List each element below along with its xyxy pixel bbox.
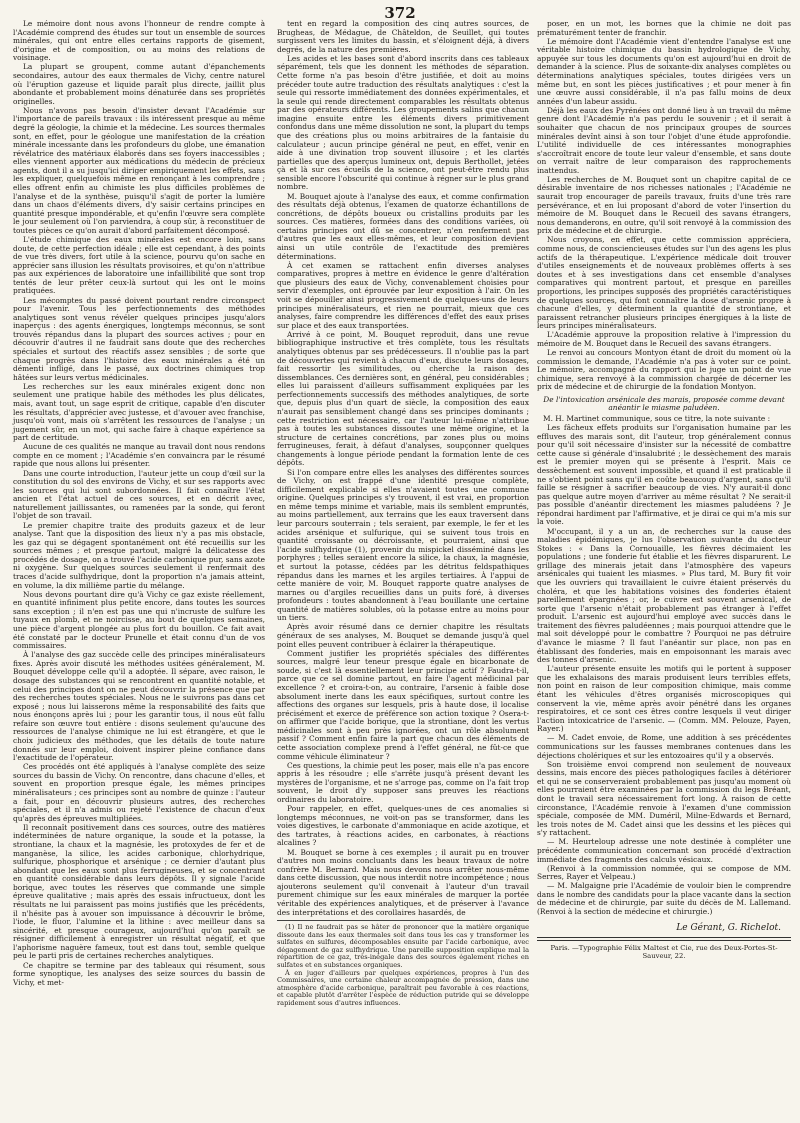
page-number: 372 — [384, 4, 416, 22]
paragraph: Aucune de ces qualités ne manque au travail dont nous rendons compte en ce moment ; l'Académie s'en convaincra par le résumé rapide que nous allons lui présenter. — [13, 442, 265, 469]
footnotes — [277, 924, 529, 1007]
paragraph: Les fâcheux effets produits sur l'organisation humaine par les effluves des marais sont, dit l'auteur, trop généralement connus pour qu'il soit nécessaire d'insister sur la nécessité de combattre cette cause si générale d'insalubrité ; le dessèchement des marais est le premier moyen qui se présente à l'esprit. Mais ce dessèchement est souvent impossible, et quand il est praticable il ne s'obtient point sans qu'il en coûte beaucoup d'argent, sans qu'il faille se résigner à sacrifier beaucoup de vies. N'y aurait-il donc pas quelque autre moyen d'arriver au même résultat ? Ne serait-il pas possible d'anéantir directement les miasmes paludéens ? Je répondrai hardiment par l'affirmative, et je dirai ce qui m'a mis sur la voie. — [537, 423, 791, 527]
paragraph: Nous devons pourtant dire qu'à Vichy ce gaz existe réellement, en quantité infiniment plus petite encore, dans toutes les sources sans exception ; il n'en est pas une qui n'incruste de sulfure les tuyaux en plomb, et ne noircisse, au bout de quelques semaines, une pièce d'argent plongée au plus fort du bouillon. Ce fait avait été constaté par le docteur Prunelle et était connu d'un de vos commissaires. — [13, 589, 265, 651]
paragraph: M. Bouquet ajoute à l'analyse des eaux, et comme confirmation des résultats déjà obtenus, l'examen de quatorze échantillons de concrétions, de dépôts boueux ou cristallins produits par les sources. Ces matières, formées dans des conditions variées, où certains principes ont dû se concentrer, n'en renferment pas d'autres que les eaux elles-mêmes, et leur composition devient ainsi un utile contrôle de l'exactitude des premières déterminations. — [277, 191, 529, 261]
paragraph: Ces questions, la chimie peut les poser, mais elle n'a pas encore appris à les résoudre ; elle s'arrête jusqu'à présent devant les mystères de l'organisme, et ne s'arroge pas, comme on l'a fait trop souvent, le droit d'y supposer sans preuves les réactions ordinaires du laboratoire. — [277, 760, 529, 805]
section-author-line: M. H. Martinet communique, sous ce titre, la note suivante : — [543, 414, 771, 424]
footnote-divider — [277, 920, 529, 921]
paragraph: Nous n'avons pas besoin d'insister devant l'Académie sur l'importance de pareils travaux : ils intéressent presque au même degré la géologie, la chimie et la médecine. Les sources thermales sont, en effet, pour le géologue une manifestation de la création minérale incessante dans les profondeurs du globe, une émanation révélatrice des matériaux élaborés dans ses foyers inaccessibles ; elles viennent apporter aux médications du médecin de précieux agents, dont il a su jusqu'ici diriger empiriquement les effets, sans les expliquer, quelquefois même en renonçant à les comprendre ; elles offrent enfin au chimiste les plus difficiles problèmes de l'analyse et de la synthèse, puisqu'il s'agit de porter la lumière dans un chaos d'éléments divers, d'y saisir certains principes en quantité presque impondérable, et qu'enfin l'œuvre sera complète le jour seulement où l'on parviendra, à coup sûr, à reconstituer de toutes pièces ce qu'on aurait d'abord parfaitement décomposé. — [13, 105, 265, 235]
paragraph: Le premier chapitre traite des produits gazeux et de leur analyse. Tant que la disposition des lieux n'y a pas mis obstacle, les gaz qui se dégagent spontanément ont été recueillis sur les sources mêmes ; et presque partout, malgré la délicatesse des procédés de dosage, on a trouvé l'acide carbonique pur, sans azote ni oxygène. Sur quelques sources seulement il renfermait des traces d'acide sulfhydrique, dont la proportion n'a jamais atteint, en volume, la dix millième partie du mélange. — [13, 520, 265, 590]
paragraph: Comment justifier les propriétés spéciales des différentes sources, malgré leur teneur presque égale en bicarbonate de soude, si c'est là essentiellement leur principe actif ? Faudra-t-il, parce que ce sel domine partout, en faire l'agent médicinal par excellence ? et croira-t-on, au contraire, l'arsenic à faible dose absolument inerte dans les eaux spécifiques, surtout contre les affections des organes sur lesquels, pris à haute dose, il localise précisément et exerce de préférence son action toxique ? Osera-t-on affirmer que l'acide borique, que la strontiane, dont les vertus médicinales sont à peu près ignorées, ont un rôle absolument passif ? Comment enfin faire la part que chacun des éléments de cette association complexe prend à l'effet général, ne fût-ce que comme véhicule éliminateur ? — [277, 648, 529, 761]
paragraph: Il reconnaît positivement dans ces sources, outre des matières indéterminées de nature organique, la soude et la potasse, la strontiane, la chaux et la magnésie, les protoxydes de fer et de manganèse, la silice, les acides carbonique, chlorhydrique, sulfurique, phosphorique et arsénique ; ce dernier d'autant plus abondant que les eaux sont plus ferrugineuses, et se concentrant en quantité considérable dans leurs dépôts. Il y signale l'acide borique, avec toutes les réserves que commande une simple épreuve qualitative ; mais après des essais infructueux, dont les résultats ne lui paraissent pas moins justifiés que les précédents, il n'hésite pas à avouer son impuissance à découvrir le brôme, l'iode, le fluor, l'alumine et la lithine : avec meilleur dans sa sincérité, et presque courageux, aujourd'hui qu'on paraît se résigner difficilement à enregistrer un résultat négatif, et que l'aphorisme naguère fameux, tout est dans tout, semble quelque peu le parti pris de certaines recherches analytiques. — [13, 822, 265, 961]
footnote: À en juger d'ailleurs par quelques expériences, propres à l'un des Commissaires, une certaine chaleur accompagnée de pression, dans une atmosphère d'acide carbonique, paraîtrait peu favorable à ces réactions, et capable plutôt d'arrêter l'espèce de réduction putride qui se développe rapidement sous d'autres influences. — [277, 968, 529, 1007]
paragraph: M'occupant, il y a un an, de recherches sur la cause des maladies épidémiques, je lus l'observation suivante du docteur Stokes : « Dans la Cornouaille, les fièvres décimaient les populations ; une fonderie fut établie et les fièvres disparurent. Le grillage des minerais jetait dans l'atmosphère des vapeurs arsénicales qui tuaient les miasmes. » Plus tard, M. Bury fit voir que les ouvriers qui travaillaient le cuivre étaient préservés du choléra, et que les habitations voisines des fonderies étaient pareillement épargnées ; or, le cuivre est souvent arsenical, de sorte que l'arsenic n'était probablement pas étranger à l'effet produit. L'arsenic est aujourd'hui employé avec succès dans le traitement des fièvres paludéennes ; mais pourquoi attendre que le mal soit développé pour le combattre ? Pourquoi ne pas détruire d'avance le miasme ? Il faut l'anéantir sur place, non pas en établissant des fonderies, mais en empoisonnant les marais avec des tonnes d'arsenic. — [537, 526, 791, 665]
paragraph: Après avoir résumé dans ce dernier chapitre les résultats généraux de ses analyses, M. Bouquet se demande jusqu'à quel point elles peuvent contribuer à éclairer la thérapeutique. — [277, 622, 529, 649]
paragraph: Nous croyons, en effet, que cette commission appréciera, comme nous, de consciencieuses études sur l'un des agens les plus actifs de la thérapeutique. L'expérience médicale doit trouver d'utiles enseignements et de nouveaux problèmes offerts à ses doutes et à ses investigations dans cet ensemble d'analyses comparatives qui montrent partout, et presque en pareilles proportions, les principes supposés des propriétés caractéristiques de quelques sources, qui font connaître la dose d'arsenic propre à chacune d'elles, y déterminent la quantité de strontiane, et paraissent retrancher plusieurs principes énergiques à la liste de leurs principes minéralisateurs. — [537, 235, 791, 331]
publisher-signature: Le Gérant, G. Richelot. — [676, 922, 781, 933]
paragraph: À cet examen se rattachent enfin diverses analyses comparatives, propres à mettre en évidence le genre d'altération que plusieurs des eaux de Vichy, convenablement choisies pour servir d'exemples, ont éprouvée par leur exposition à l'air. On les voit se dépouiller ainsi progressivement de quelques-uns de leurs principes minéralisateurs, et rien ne pourrait, mieux que ces analyses, faire comprendre les différences d'effet des eaux prises sur place et des eaux transportées. — [277, 260, 529, 330]
paragraph: Pour rappeler, en effet, quelques-unes de ces anomalies si longtemps méconnues, ne voit-on pas se transformer, dans les voies digestives, le carbonate d'ammoniaque en acide azotique, et des tartrates, à réactions acides, en carbonates, à réactions alcalines ? — [277, 804, 529, 848]
paragraph: Son troisième envoi comprend non seulement de nouveaux dessins, mais encore des pièces pathologiques faciles à détériorer et qui ne se conserveraient probablement pas jusqu'au moment où elles pourraient être examinées par la commission du legs Bréant, dont le travail sera nécessairement fort long. À raison de cette circonstance, l'Académie renvoie à l'examen d'une commission spéciale, composée de MM. Duméril, Milne-Edwards et Bernard, les trois notes de M. Cadet ainsi que les dessins et les pièces qui s'y rattachent. — [537, 759, 791, 838]
paragraph: Ces procédés ont été appliqués à l'analyse complète des seize sources du bassin de Vichy. On rencontre, dans chacune d'elles, et souvent en proportion presque égale, les mêmes principes minéralisateurs ; ces principes sont au nombre de quinze : l'auteur a fait, pour en découvrir plusieurs autres, des recherches spéciales, et il n'a admis ou rejeté l'existence de chacun d'eux qu'après des épreuves multipliées. — [13, 762, 265, 823]
column-middle — [277, 20, 529, 1008]
paragraph: L'auteur présente ensuite les motifs qui le portent à supposer que les exhalaisons des marais produisent leurs terribles effets, non point en raison de leur composition chimique, mais comme étant les véhicules d'êtres organisés microscopiques qui conservent la vie, même après avoir pénétré dans les organes respiratoires, et ce sont ces êtres contre lesquels il veut diriger l'action intoxicatrice de l'arsenic. — (Comm. MM. Pelouze, Payen, Rayer.) — [537, 664, 791, 734]
paragraph: Les acides et les bases sont d'abord inscrits dans ces tableaux séparément, tels que les donnent les méthodes de séparation. Cette forme n'a pas besoin d'être justifiée, et doit au moins précéder toute autre traduction des résultats analytiques : c'est la seule qui ressorte immédiatement des données expérimentales, et la seule qui rende directement comparables les résultats obtenus par des opérateurs différents. Les groupements salins que chacun imagine ensuite entre les éléments divers primitivement confondus dans une même dissolution ne sont, la plupart du temps que des créations plus ou moins arbitraires de la fantaisie du calculateur ; aucun principe général ne peut, en effet, venir en aide à une divination trop souvent illusoire ; et les clartés partielles que des aperçus lumineux ont, depuis Berthollet, jetées çà et là sur ces écueils de la science, ont peut-être rendu plus sensible encore l'obscurité qui continue à régner sur le plus grand nombre. — [277, 53, 529, 192]
paragraph: poser, en un mot, les bornes que la chimie ne doit pas prématurément tenter de franchir. — [537, 19, 791, 37]
paragraph: Les mécomptes du passé doivent pourtant rendre circonspect pour l'avenir. Tous les perfectionnements des méthodes analytiques sont venus révéler quelques principes jusqu'alors inaperçus : des agents énergiques, longtemps méconnus, se sont trouvés répandus dans la plupart des sources actives ; pour en découvrir d'autres il ne faudrait sans doute que des recherches spéciales et surtout des réactifs assez sensibles ; de sorte que chaque progrès dans l'histoire des eaux minérales a été un démenti infligé, dans le passé, aux doctrines chimiques trop hâtées sur leurs vertus médicinales. — [13, 295, 265, 382]
paragraph: Dans une courte introduction, l'auteur jette un coup d'œil sur la constitution du sol des environs de Vichy, et sur ses rapports avec les sources qui lui sont subordonnées. Il fait connaître l'état ancien et l'état actuel de ces sources, et en décrit avec, naturellement jaillissantes, ou ramenées par la sonde, qui feront l'objet de son travail. — [13, 468, 265, 521]
closing-rule — [537, 937, 791, 941]
printer-imprint: Paris. —Typographie Félix Maltest et Cie, rue des Deux-Portes-St-Sauveur, 22. — [550, 943, 778, 960]
paragraph: L'Académie approuve la proposition relative à l'impression du mémoire de M. Bouquet dans le Recueil des savans étrangers. — [537, 330, 791, 348]
paragraph: — M. Malgaigne prie l'Académie de vouloir bien le comprendre dans le nombre des candidats pour la place vacante dans la section de médecine et de chirurgie, par suite du décès de M. Lallemand. (Renvoi à la section de médecine et chirurgie.) — [537, 881, 791, 916]
section-heading: De l'intoxication arsénicale des marais, proposée comme devant anéantir le miasme paludéen. — [543, 394, 785, 413]
paragraph: M. Bouquet se borne à ces exemples ; il aurait pu en trouver d'autres non moins concluants dans les beaux travaux de notre confrère M. Bernard. Mais nous devons nous arrêter nous-même dans cette discussion, que nous interdit notre incompétence ; nous ajouterons seulement qu'il convenait à l'auteur d'un travail purement chimique sur les eaux minérales de marquer la portée véritable des expériences analytiques, et de préserver à l'avance des interprétations et des corollaires hasardés, de — [277, 847, 529, 917]
paragraph: Le mémoire dont nous avons l'honneur de rendre compte à l'Académie comprend des études sur tout un ensemble de sources minérales, qui ont entre elles certains rapports de gisement, d'origine et de composition, ou au moins des relations de voisinage. — [13, 19, 265, 63]
paragraph: Les recherches de M. Bouquet sont un chapitre capital de ce désirable inventaire de nos richesses nationales ; l'Académie ne saurait trop encourager de pareils travaux, fruits d'une très rare persévérance, et en lui proposant d'abord de voter l'insertion du mémoire de M. Bouquet dans le Recueil des savans étrangers, nous demanderons, en outre, qu'il soit renvoyé à la commission des prix de médecine et de chirurgie. — [537, 174, 791, 236]
paragraph: Le mémoire dont l'Académie vient d'entendre l'analyse est une véritable histoire chimique du bassin hydrologique de Vichy, appuyée sur tous les documents qu'on est aujourd'hui en droit de demander à la science. Plus de soixante-dix analyses complètes ou déterminations analytiques spéciales, toutes dirigées vers un même but, en sont les pièces justificatives ; et pour mener à fin une œuvre aussi considérable, il n'a pas fallu moins de deux années d'un labeur assidu. — [537, 36, 791, 106]
paragraph: Le renvoi au concours Montyon étant de droit du moment où la commission le demande, l'Académie n'a pas à voter sur ce point. Le mémoire, accompagné du rapport qui le juge un point de vue chimique, sera renvoyé à la commission chargée de décerner les prix de médecine et de chirurgie de la fondation Montyon. — [537, 347, 791, 392]
paragraph: Déjà les eaux des Pyrénées ont donné lieu à un travail du même genre dont l'Académie n'a pas perdu le souvenir ; et il serait à souhaiter que chacun de nos principaux groupes de sources minérales devînt ainsi à son tour l'objet d'une étude approfondie. L'utilité individuelle de ces intéressantes monographies s'accroîtrait encore de toute leur valeur d'ensemble, et sans doute on verrait naître de leur comparaison des rapprochements inattendus. — [537, 105, 791, 175]
paragraph: À l'analyse des gaz succède celle des principes minéralisateurs fixes. Après avoir discuté les méthodes usitées généralement, M. Bouquet développe celle qu'il a adoptée. Il sépare, avec raison, le dosage des substances qui se rencontrent en quantité notable, et celui des principes dont on ne peut découvrir la présence que par des recherches toutes spéciales. Nous ne le suivrons pas dans cet exposé ; nous lui laisserons même la responsabilité des faits que nous énonçons après lui ; pour les garantir tous, il nous eût fallu refaire son œuvre tout entière : disons seulement qu'aucune des ressources de l'analyse chimique ne lui est étrangère, et que le choix judicieux des méthodes, que les détails de toute nature donnés sur leur emploi, doivent inspirer pleine confiance dans l'exactitude de l'opérateur. — [13, 650, 265, 763]
paragraph: (Renvoi à la commission nommée, qui se compose de MM. Serres, Rayer et Velpeau.) — [537, 863, 791, 882]
column-right — [537, 20, 791, 961]
paragraph: Arrivé à ce point, M. Bouquet reproduit, dans une revue bibliographique instructive et très complète, tous les résultats analytiques obtenus par ses prédécesseurs. Il n'oublie pas la part de découvertes qui revient à chacun d'eux, discute leurs dosages, fait ressortir les similitudes, ou cherche la raison des dissemblances. Ces dernières sont, en général, peu considérables ; elles lui paraissent d'ailleurs suffisamment expliquées par les perfectionnements successifs des méthodes analytiques, de sorte que, depuis plus d'un quart de siècle, la composition des eaux n'aurait pas sensiblement changé dans ses principes dominants ; cette restriction est nécessaire, car l'auteur lui-même n'attribue pas à toutes les substances dissoutes une même origine, et la structure de certaines concrétions, par zones plus ou moins ferrugineuses, ferait, à défaut d'analyses, soupçonner quelques changements à longue période pendant la formation lente de ces dépôts. — [277, 329, 529, 468]
paragraph: — M. Heurteloup adresse une note destinée à compléter une précédente communication concernant son procédé d'extraction immédiate des fragments des calculs vésicaux. — [537, 837, 791, 864]
paragraph: Si l'on compare entre elles les analyses des différentes sources de Vichy, on est frappé d'une identité presque complète, difficilement explicable si elles n'avaient toutes une commune origine. Quelques principes s'y trouvent, il est vrai, en proportion en même temps minime et variable, mais ils semblent empruntés, au moins partiellement, aux terrains que les eaux traversent dans leur parcours souterrain ; tels seraient, par exemple, le fer et les acides arsénique et sulfurique, qui se suivent tous trois en quantité croissante ou décroissante, et pourraient, ainsi que l'acide sulfhydrique (1), provenir du mispickel disséminé dans les porphyres ; telles seraient encore la silice, la chaux, la magnésie, et surtout la potasse, cédées par les détritus feldspathiques répandus dans les marnes et les argiles tertiaires. À l'appui de cette manière de voir, M. Bouquet rapporte quatre analyses de marnes ou d'argiles recueillies dans un puits foré, à diverses profondeurs : toutes abandonnent à l'eau bouillante une certaine quantité de matières solubles, où la potasse entre au moins pour un tiers. — [277, 467, 529, 623]
paragraph: tent en regard la composition des cinq autres sources, de Brugheas, de Médague, de Châteldon, de Seuillet, qui toutes surgissent vers les limites du bassin, et s'éloignent déjà, à divers degrés, de la nature des premières. — [277, 19, 529, 54]
column-left — [13, 20, 265, 988]
footnote: (1) Il ne faudrait pas se hâter de prononcer que la matière organique dissoute dans les eaux thermales soit dans tous les cas y transformer les sulfates en sulfures, décomposables ensuite par l'acide carbonique, avec dégagement de gaz sulfhydrique. Une pareille supposition explique mal la répartition de ce gaz, très-inégale dans des sources également riches en sulfates et en substances organiques. — [277, 923, 529, 969]
paragraph: Les recherches sur les eaux minérales exigent donc non seulement une pratique habile des méthodes les plus délicates, mais, avant tout, un sage esprit de critique, capable d'en discuter les résultats, d'apprécier avec justesse, et d'avouer avec franchise, jusqu'où vont, mais où s'arrêtent les ressources de l'analyse ; un jugement sûr, en un mot, qui sache faire à chaque expérience sa part de certitude. — [13, 381, 265, 443]
paragraph: L'étude chimique des eaux minérales est encore loin, sans doute, de cette perfection idéale ; elle est cependant, à des points de vue très divers, fort utile à la science, pourvu qu'on sache en apprécier sans illusion les résultats provisoires, et qu'on n'attribue pas aux expériences de laboratoire une infaillibilité que sont trop tentés de leur prêter ceux-là surtout qui les ont le moins pratiquées. — [13, 234, 265, 296]
paragraph: La plupart se groupent, comme autant d'épanchements secondaires, autour des eaux thermales de Vichy, centre naturel où l'éruption gazeuse et liquide paraît plus directe, jaillit plus abondante et probablement moins dénaturée dans ses propriétés originelles. — [13, 62, 265, 106]
paragraph: Ce chapitre se termine par des tableaux qui résument, sous forme synoptique, les analyses des seize sources du bassin de Vichy, et met- — [13, 960, 265, 987]
paragraph: — M. Cadet envoie, de Rome, une addition à ses précédentes communications sur les fausses membranes contenues dans les déjections cholériques et sur les entozoaires qu'il y a observés. — [537, 733, 791, 760]
